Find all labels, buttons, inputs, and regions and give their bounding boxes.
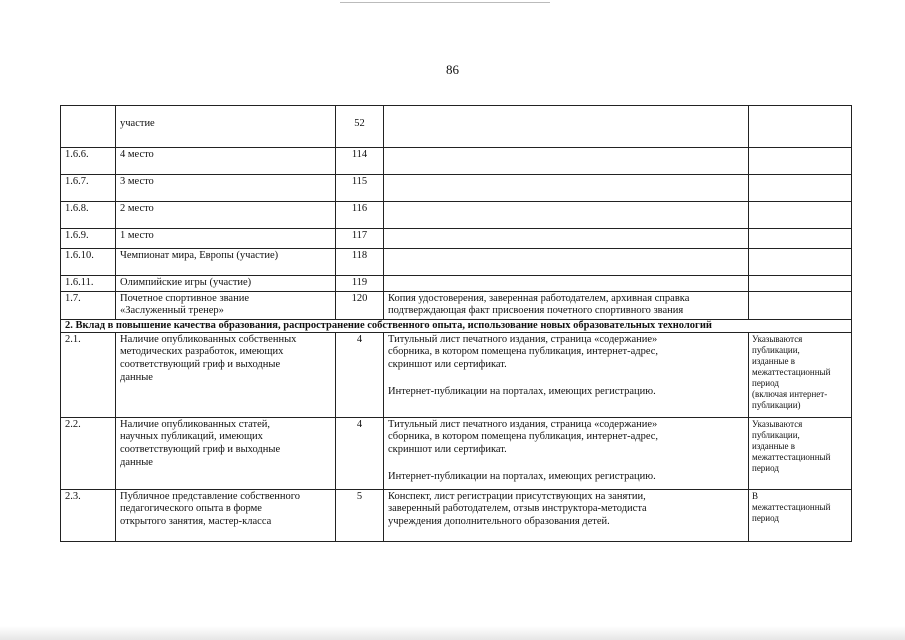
required-documents bbox=[384, 291, 749, 319]
cell-text-line: Олимпийские игры (участие) bbox=[120, 277, 252, 288]
cell-text-line: сборника, в котором помещена публикация, интернет-адрес, bbox=[388, 346, 659, 358]
table-row bbox=[61, 417, 852, 489]
note bbox=[749, 202, 852, 229]
cell-text-line: соответствующий гриф и выходные bbox=[120, 443, 281, 455]
cell-text-line: период bbox=[752, 462, 779, 473]
cell-text-line: изданные в bbox=[752, 355, 795, 366]
required-documents bbox=[384, 148, 749, 175]
cell-text-line: Титульный лист печатного издания, страница «содержание» bbox=[388, 418, 658, 430]
cell-text-line: (включая интернет- bbox=[752, 388, 828, 399]
criteria-table bbox=[60, 105, 852, 542]
required-documents bbox=[384, 332, 749, 417]
section-title: 2. Вклад в повышение качества образования, распространение собственного опыта, использование новых образовательных технологий bbox=[61, 319, 852, 332]
cell-text-line: участие bbox=[120, 118, 155, 129]
cell-text-line: Почетное спортивное звание bbox=[120, 292, 249, 304]
cell-text-line: подтверждающая факт присвоения почетного спортивного звания bbox=[388, 305, 684, 317]
cell-text-line: Интернет-публикации на порталах, имеющих регистрацию. bbox=[388, 470, 656, 482]
points-value: 116 bbox=[336, 202, 384, 229]
cell-text-line: Наличие опубликованных статей, bbox=[120, 418, 271, 430]
cell-text-line: В bbox=[752, 490, 759, 501]
item-number: 1.6.9. bbox=[61, 229, 116, 249]
cell-text-line: соответствующий гриф и выходные bbox=[120, 358, 281, 370]
spacer bbox=[388, 457, 744, 471]
required-documents bbox=[384, 489, 749, 541]
cell-text-line: Титульный лист печатного издания, страница «содержание» bbox=[388, 333, 658, 345]
note bbox=[749, 229, 852, 249]
cell-text-line: научных публикаций, имеющих bbox=[120, 431, 263, 443]
required-documents bbox=[384, 202, 749, 229]
note bbox=[749, 332, 852, 417]
table-row bbox=[61, 249, 852, 276]
cell-text-line: публикации, bbox=[752, 429, 800, 440]
criterion-name bbox=[116, 291, 336, 319]
item-number: 1.6.10. bbox=[61, 249, 116, 276]
criterion-name bbox=[116, 249, 336, 276]
points-value: 115 bbox=[336, 175, 384, 202]
note bbox=[749, 106, 852, 148]
criterion-name bbox=[116, 417, 336, 489]
criterion-name bbox=[116, 148, 336, 175]
cell-text-line: данные bbox=[120, 371, 153, 383]
table-row bbox=[61, 202, 852, 229]
table-row bbox=[61, 291, 852, 319]
cell-text-line: 2 место bbox=[120, 203, 154, 214]
item-number bbox=[61, 106, 116, 148]
cell-text-line: Указываются bbox=[752, 418, 803, 429]
cell-text-line: сборника, в котором помещена публикация, интернет-адрес, bbox=[388, 431, 659, 443]
cell-text-line: 3 место bbox=[120, 176, 154, 187]
cell-text-line: Указываются bbox=[752, 333, 803, 344]
item-number: 1.6.8. bbox=[61, 202, 116, 229]
note bbox=[749, 489, 852, 541]
item-number: 1.7. bbox=[61, 291, 116, 319]
table-row bbox=[61, 332, 852, 417]
criterion-name bbox=[116, 229, 336, 249]
cell-text-line: публикации, bbox=[752, 344, 800, 355]
page-number: 86 bbox=[446, 62, 459, 77]
table-row bbox=[61, 276, 852, 292]
note bbox=[749, 249, 852, 276]
points-value: 120 bbox=[336, 291, 384, 319]
table-row bbox=[61, 148, 852, 175]
cell-text-line: методических разработок, имеющих bbox=[120, 346, 284, 358]
cell-text-line: данные bbox=[120, 456, 153, 468]
cell-text-line: учреждения дополнительного образования детей. bbox=[388, 515, 610, 527]
criterion-name bbox=[116, 175, 336, 202]
points-value: 117 bbox=[336, 229, 384, 249]
cell-text-line: скриншот или сертификат. bbox=[388, 358, 507, 370]
note bbox=[749, 291, 852, 319]
criterion-name bbox=[116, 489, 336, 541]
required-documents bbox=[384, 106, 749, 148]
cell-text-line: Копия удостоверения, заверенная работодателем, архивная справка bbox=[388, 292, 690, 304]
points-value: 4 bbox=[336, 332, 384, 417]
required-documents bbox=[384, 417, 749, 489]
criterion-name bbox=[116, 332, 336, 417]
item-number: 1.6.11. bbox=[61, 276, 116, 292]
cell-text-line: заверенный работодателем, отзыв инструктора-методиста bbox=[388, 503, 647, 515]
cell-text-line: период bbox=[752, 377, 779, 388]
note bbox=[749, 417, 852, 489]
cell-text-line: межаттестационный bbox=[752, 366, 831, 377]
cell-text-line: межаттестационный bbox=[752, 451, 831, 462]
table-row bbox=[61, 175, 852, 202]
table-row bbox=[61, 229, 852, 249]
required-documents bbox=[384, 175, 749, 202]
cell-text-line: Конспект, лист регистрации присутствующих на занятии, bbox=[388, 490, 646, 502]
item-number: 2.3. bbox=[61, 489, 116, 541]
note bbox=[749, 148, 852, 175]
points-value: 52 bbox=[336, 106, 384, 148]
scan-edge bbox=[0, 626, 905, 640]
cell-text-line: «Заслуженный тренер» bbox=[120, 305, 224, 317]
table-row bbox=[61, 106, 852, 148]
cell-text-line: 1 место bbox=[120, 230, 154, 241]
cell-text-line: открытого занятия, мастер-класса bbox=[120, 515, 272, 527]
note bbox=[749, 175, 852, 202]
required-documents bbox=[384, 249, 749, 276]
table-row bbox=[61, 489, 852, 541]
criterion-name bbox=[116, 276, 336, 292]
scan-artifact-line bbox=[340, 2, 550, 3]
points-value: 4 bbox=[336, 417, 384, 489]
criterion-name bbox=[116, 202, 336, 229]
points-value: 119 bbox=[336, 276, 384, 292]
spacer bbox=[388, 372, 744, 386]
item-number: 2.1. bbox=[61, 332, 116, 417]
cell-text-line: изданные в bbox=[752, 440, 795, 451]
cell-text-line: межаттестационный bbox=[752, 501, 831, 512]
required-documents bbox=[384, 229, 749, 249]
required-documents bbox=[384, 276, 749, 292]
criterion-name bbox=[116, 106, 336, 148]
cell-text-line: период bbox=[752, 512, 779, 523]
cell-text-line: Наличие опубликованных собственных bbox=[120, 333, 297, 345]
item-number: 1.6.6. bbox=[61, 148, 116, 175]
item-number: 2.2. bbox=[61, 417, 116, 489]
cell-text-line: 4 место bbox=[120, 149, 154, 160]
section-header-row bbox=[61, 319, 852, 332]
item-number: 1.6.7. bbox=[61, 175, 116, 202]
cell-text-line: педагогического опыта в форме bbox=[120, 503, 262, 515]
cell-text-line: публикации) bbox=[752, 399, 801, 410]
points-value: 5 bbox=[336, 489, 384, 541]
points-value: 114 bbox=[336, 148, 384, 175]
points-value: 118 bbox=[336, 249, 384, 276]
cell-text-line: скриншот или сертификат. bbox=[388, 443, 507, 455]
cell-text-line: Публичное представление собственного bbox=[120, 490, 301, 502]
cell-text-line: Чемпионат мира, Европы (участие) bbox=[120, 250, 279, 261]
note bbox=[749, 276, 852, 292]
cell-text-line: Интернет-публикации на порталах, имеющих регистрацию. bbox=[388, 385, 656, 397]
